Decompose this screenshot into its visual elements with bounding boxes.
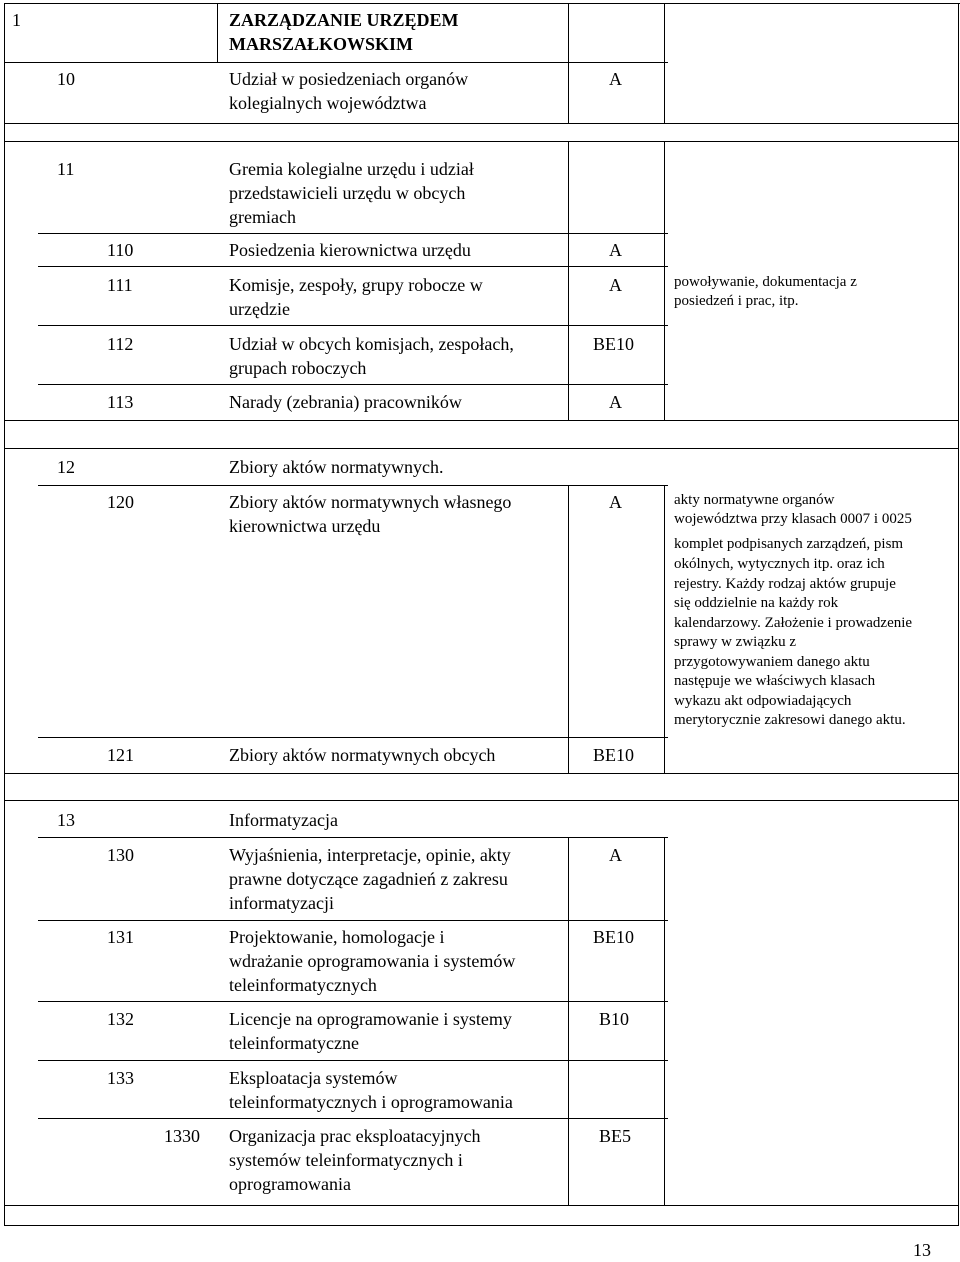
row-133-code: 133 bbox=[107, 1068, 134, 1088]
row-sep-g bbox=[38, 384, 668, 385]
row-11-code: 11 bbox=[57, 159, 75, 179]
row-132-title-line2: teleinformatyczne bbox=[229, 1033, 359, 1053]
row-1330-title-line2: systemów teleinformatycznych i bbox=[229, 1150, 463, 1170]
row-111-code: 111 bbox=[107, 275, 133, 295]
row-11-title-line2: przedstawicieli urzędu w obcych bbox=[229, 183, 466, 203]
row-121-title: Zbiory aktów normatywnych obcych bbox=[229, 745, 496, 765]
row-sep-q bbox=[38, 1060, 668, 1061]
row-sep-e bbox=[38, 266, 668, 267]
page-number: 13 bbox=[913, 1240, 931, 1260]
row-sep-l bbox=[4, 773, 959, 774]
row-131-title-line1: Projektowanie, homologacje i bbox=[229, 927, 445, 947]
row-sep-r bbox=[38, 1118, 668, 1119]
row-111-note-line2: posiedzeń i prac, itp. bbox=[674, 293, 799, 309]
row-120-note-b3: rejestry. Każdy rodzaj aktów grupuje bbox=[674, 576, 896, 592]
row-sep-o bbox=[38, 920, 668, 921]
row-130-category: A bbox=[609, 845, 622, 865]
col-sep-3c bbox=[664, 485, 665, 774]
row-1330-title-line3: oprogramowania bbox=[229, 1174, 351, 1194]
table-border-right bbox=[958, 3, 959, 1226]
row-120-note-b5: kalendarzowy. Założenie i prowadzenie bbox=[674, 615, 913, 631]
col-sep-2b bbox=[568, 141, 569, 421]
row-130-title-line3: informatyzacji bbox=[229, 893, 334, 913]
row-113-title: Narady (zebrania) pracowników bbox=[229, 392, 462, 412]
row-111-note-line1: powoływanie, dokumentacja z bbox=[674, 274, 857, 290]
row-111-title-line1: Komisje, zespoły, grupy robocze w bbox=[229, 275, 483, 295]
row-11-title-line3: gremiach bbox=[229, 207, 296, 227]
row-112-title-line2: grupach roboczych bbox=[229, 358, 367, 378]
row-sep-j bbox=[38, 485, 668, 486]
col-sep-2c bbox=[568, 485, 569, 774]
row-10-code: 10 bbox=[57, 69, 75, 89]
row-110-category: A bbox=[609, 240, 622, 260]
row-120-title-line2: kierownictwa urzędu bbox=[229, 516, 381, 536]
section-1-code: 1 bbox=[12, 10, 21, 30]
table-border-bottom bbox=[4, 1225, 959, 1226]
row-130-code: 130 bbox=[107, 845, 134, 865]
section-12-code: 12 bbox=[57, 457, 75, 477]
section-1-title-line2: MARSZAŁKOWSKIM bbox=[229, 34, 414, 54]
row-132-category: B10 bbox=[599, 1009, 630, 1029]
row-130-title-line2: prawne dotyczące zagadnień z zakresu bbox=[229, 869, 508, 889]
row-120-title-line1: Zbiory aktów normatywnych własnego bbox=[229, 492, 512, 512]
row-10-title-line1: Udział w posiedzeniach organów bbox=[229, 69, 469, 89]
row-131-code: 131 bbox=[107, 927, 134, 947]
row-120-note-b4: się oddzielnie na każdy rok bbox=[674, 595, 839, 611]
row-113-code: 113 bbox=[107, 392, 134, 412]
row-120-note-b6: sprawy w związku z bbox=[674, 634, 797, 650]
row-120-code: 120 bbox=[107, 492, 134, 512]
row-131-category: BE10 bbox=[593, 927, 635, 947]
row-121-code: 121 bbox=[107, 745, 134, 765]
row-1330-title-line1: Organizacja prac eksploatacyjnych bbox=[229, 1126, 481, 1146]
col-sep-3b bbox=[664, 141, 665, 421]
row-sep-n bbox=[38, 837, 668, 838]
row-sep-i bbox=[4, 448, 959, 449]
section-13-code: 13 bbox=[57, 810, 75, 830]
row-11-title-line1: Gremia kolegialne urzędu i udział bbox=[229, 159, 474, 179]
row-10-title-line2: kolegialnych województwa bbox=[229, 93, 427, 113]
row-131-title-line2: wdrażanie oprogramowania i systemów bbox=[229, 951, 516, 971]
row-sep-s bbox=[4, 1205, 959, 1206]
section-12-title: Zbiory aktów normatywnych. bbox=[229, 457, 444, 477]
section-1-title-line1: ZARZĄDZANIE URZĘDEM bbox=[229, 10, 459, 30]
row-113-category: A bbox=[609, 392, 622, 412]
row-112-category: BE10 bbox=[593, 334, 635, 354]
row-110-code: 110 bbox=[107, 240, 134, 260]
row-120-note-b9: wykazu akt odpowiadających bbox=[674, 693, 852, 709]
row-sep-a bbox=[4, 62, 668, 63]
col-sep-2 bbox=[568, 3, 569, 124]
row-112-code: 112 bbox=[107, 334, 134, 354]
col-sep-3d bbox=[664, 837, 665, 1205]
row-sep-h bbox=[4, 420, 959, 421]
row-130-title-line1: Wyjaśnienia, interpretacje, opinie, akty bbox=[229, 845, 511, 865]
col-sep-2d bbox=[568, 837, 569, 1205]
row-120-category: A bbox=[609, 492, 622, 512]
table-border-top bbox=[4, 3, 960, 4]
row-1330-category: BE5 bbox=[599, 1126, 632, 1146]
row-sep-k bbox=[38, 737, 668, 738]
row-sep-c bbox=[4, 141, 959, 142]
row-121-category: BE10 bbox=[593, 745, 635, 765]
row-111-category: A bbox=[609, 275, 622, 295]
row-sep-b bbox=[4, 123, 959, 124]
row-132-code: 132 bbox=[107, 1009, 134, 1029]
row-111-title-line2: urzędzie bbox=[229, 299, 290, 319]
col-sep-1 bbox=[217, 3, 218, 62]
row-110-title: Posiedzenia kierownictwa urzędu bbox=[229, 240, 471, 260]
row-120-note-b8: następuje we właściwych klasach bbox=[674, 673, 876, 689]
row-sep-m bbox=[4, 800, 959, 801]
table-border-left bbox=[4, 3, 5, 1226]
row-120-note-b7: przygotowywaniem danego aktu bbox=[674, 654, 870, 670]
row-120-note-a2: województwa przy klasach 0007 i 0025 bbox=[674, 511, 912, 527]
row-131-title-line3: teleinformatycznych bbox=[229, 975, 377, 995]
row-1330-code: 1330 bbox=[164, 1126, 200, 1146]
row-120-note-a1: akty normatywne organów bbox=[674, 492, 835, 508]
row-133-title-line2: teleinformatycznych i oprogramowania bbox=[229, 1092, 513, 1112]
row-sep-d bbox=[38, 233, 668, 234]
row-120-note-b1: komplet podpisanych zarządzeń, pism bbox=[674, 536, 904, 552]
row-120-note-b2: okólnych, wytycznych itp. oraz ich bbox=[674, 556, 885, 572]
col-sep-3 bbox=[664, 3, 665, 124]
row-sep-f bbox=[38, 325, 668, 326]
section-13-title: Informatyzacja bbox=[229, 810, 338, 830]
row-133-title-line1: Eksploatacja systemów bbox=[229, 1068, 398, 1088]
row-sep-p bbox=[38, 1001, 668, 1002]
row-112-title-line1: Udział w obcych komisjach, zespołach, bbox=[229, 334, 514, 354]
row-10-category: A bbox=[609, 69, 622, 89]
row-120-note-b10: merytorycznie zakresowi danego aktu. bbox=[674, 712, 906, 728]
row-132-title-line1: Licencje na oprogramowanie i systemy bbox=[229, 1009, 512, 1029]
